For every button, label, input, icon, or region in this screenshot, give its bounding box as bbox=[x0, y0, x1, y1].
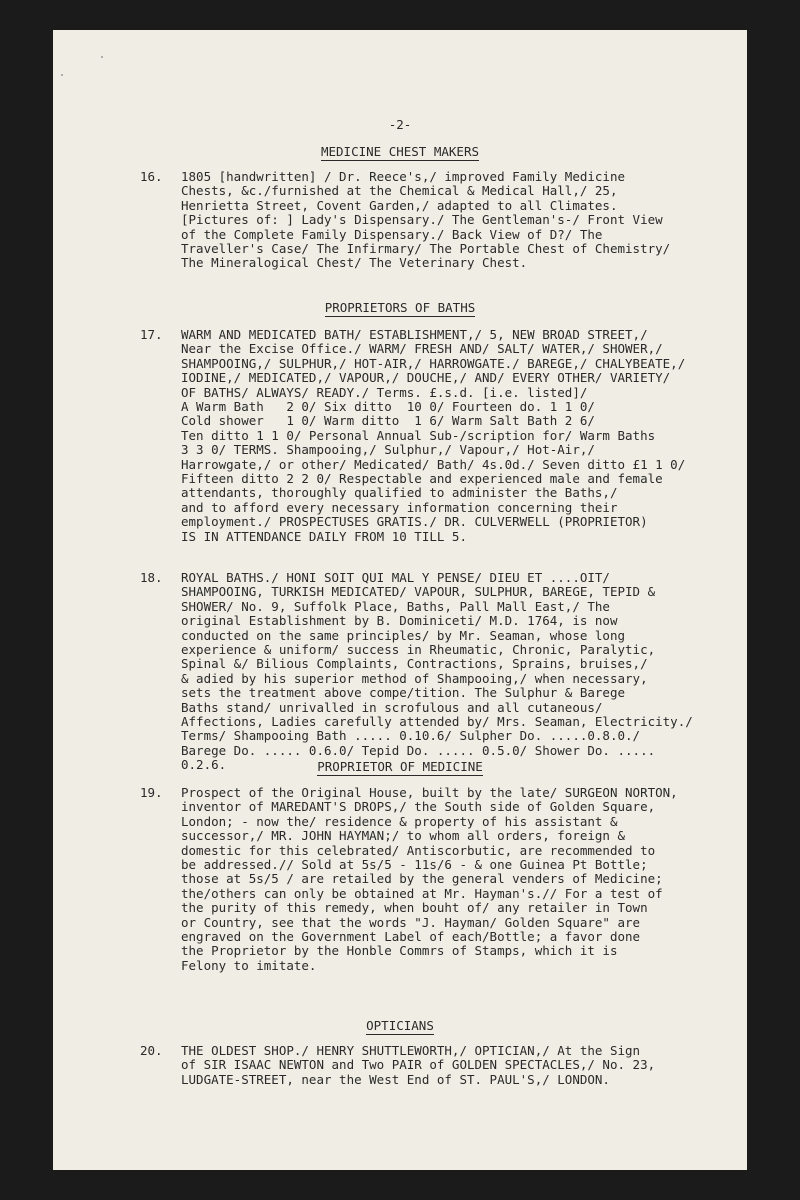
page-number: -2- bbox=[388, 117, 412, 132]
section-heading-proprietor-of-medicine: PROPRIETOR OF MEDICINE bbox=[317, 759, 483, 774]
entry-text: THE OLDEST SHOP./ HENRY SHUTTLEWORTH,/ OPTICIAN,/ At the Sign of SIR ISAAC NEWTON and Two PAIR of GOLDEN SPECTACLES,/ No. 23, LUDGATE-STREET, near the West End of ST. PAUL'S,/ LONDON. bbox=[181, 1043, 656, 1087]
entry-number: 18. bbox=[140, 570, 163, 585]
entry-number: 17. bbox=[140, 327, 163, 342]
entry-text: 1805 [handwritten] / Dr. Reece's,/ improved Family Medicine Chests, &c./furnished at the Chemical & Medical Hall,/ 25, Henrietta Street, Covent Garden,/ adapted to all Climates. [Pictures of: ] Lady's Dispensary./ The Gentleman's-/ Front View of the Complete Family Dispensary./ Back View of D?/ The Traveller's Case/ The Infirmary/ The Portable Chest of Chemistry/ The Mineralogical Chest/ The Veterinary Chest. bbox=[181, 169, 671, 271]
entry-number: 20. bbox=[140, 1043, 163, 1058]
section-heading-opticians: OPTICIANS bbox=[366, 1018, 434, 1033]
paper-speck bbox=[61, 74, 63, 76]
entry-number: 19. bbox=[140, 785, 163, 800]
document-page bbox=[53, 30, 747, 1170]
section-heading-proprietors-of-baths: PROPRIETORS OF BATHS bbox=[324, 300, 476, 315]
paper-speck bbox=[101, 56, 103, 58]
entry-text: WARM AND MEDICATED BATH/ ESTABLISHMENT,/ 5, NEW BROAD STREET,/ Near the Excise Office./ WARM/ FRESH AND/ SALT/ WATER,/ SHOWER,/ SHAMPOOING,/ SULPHUR,/ HOT-AIR,/ HARROWGATE./ BAREGE,/ CHALYBEATE,/ IODINE,/ MEDICATED,/ VAPOUR,/ DOUCHE,/ AND/ EVERY OTHER/ VARIETY/ OF BATHS/ ALWAYS/ READY./ Terms. £.s.d. [i.e. listed]/ A Warm Bath 2 0/ Six ditto 10 0/ Fourteen do. 1 1 0/ Cold shower 1 0/ Warm ditto 1 6/ Warm Salt Bath 2 6/ Ten ditto 1 1 0/ Personal Annual Sub-/scription for/ Warm Baths 3 3 0/ TERMS. Shampooing,/ Sulphur,/ Vapour,/ Hot-Air,/ Harrowgate,/ or other/ Medicated/ Bath/ 4s.0d./ Seven ditto £1 1 0/ Fifteen ditto 2 2 0/ Respectable and experienced male and female attendants, thoroughly qualified to administer the Baths,/ and to afford every necessary information concerning their employment./ PROSPECTUSES GRATIS./ DR. CULVERWELL (PROPRIETOR) IS IN ATTENDANCE DAILY FROM 10 TILL 5. bbox=[181, 327, 686, 544]
entry-number: 16. bbox=[140, 169, 163, 184]
entry-text: Prospect of the Original House, built by the late/ SURGEON NORTON, inventor of MAREDANT'S DROPS,/ the South side of Golden Square, London; - now the/ residence & property of his assistant & successor,/ MR. JOHN HAYMAN;/ to whom all orders, foreign & domestic for this celebrated/ Antiscorbutic, are recommended to be addressed.// Sold at 5s/5 - 11s/6 - & one Guinea Pt Bottle; those at 5s/5 / are retailed by the general venders of Medicine; the/others can only be obtained at Mr. Hayman's.// For a test of the purity of this remedy, when bouht of/ any retailer in Town or Country, see that the words "J. Hayman/ Golden Square" are engraved on the Government Label of each/Bottle; a favor done the Proprietor by the Honble Commrs of Stamps, which it is Felony to imitate. bbox=[181, 785, 678, 973]
section-heading-medicine-chest-makers: MEDICINE CHEST MAKERS bbox=[320, 144, 480, 159]
entry-text: ROYAL BATHS./ HONI SOIT QUI MAL Y PENSE/ DIEU ET ....OIT/ SHAMPOOING, TURKISH MEDICATED/ VAPOUR, SULPHUR, BAREGE, TEPID & SHOWER/ No. 9, Suffolk Place, Baths, Pall Mall East,/ The original Establishment by B. Dominiceti/ M.D. 1764, is now conducted on the same principles/ by Mr. Seaman, whose long experience & uniform/ success in Rheumatic, Chronic, Paralytic, Spinal &/ Bilious Complaints, Contractions, Sprains, bruises,/ & adied by his superior method of Shampooing,/ when necessary, sets the treatment above compe/tition. The Sulphur & Barege Baths stand/ unrivalled in scrofulous and all cutaneous/ Affections, Ladies carefully attended by/ Mrs. Seaman, Electricity./ Terms/ Shampooing Bath ..... 0.10.6/ Sulpher Do. .....0.8.0./ Barege Do. ..... 0.6.0/ Tepid Do. ..... 0.5.0/ Shower Do. ..... 0.2.6. bbox=[181, 570, 693, 773]
